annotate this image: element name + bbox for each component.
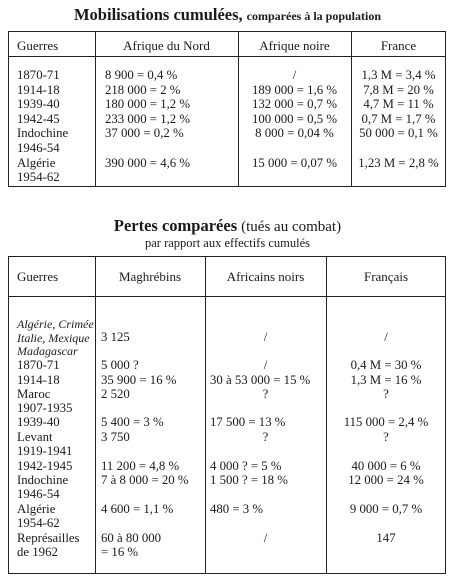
table1-cell: 390 000 = 4,6 % [105, 155, 191, 170]
table2-cell: / [263, 531, 268, 545]
table2-italic-row: Madagascar [17, 344, 78, 358]
table2-cell: ? [383, 430, 389, 444]
table2-cell: 4 000 ? = 5 % [210, 459, 282, 473]
table2-cell: 60 à 80 000 [101, 531, 162, 545]
table2-cell: 11 200 = 4,8 % [101, 459, 180, 473]
table2-header-francais: Français [363, 269, 409, 284]
table2-cell: 40 000 = 6 % [351, 459, 421, 473]
table2-italic-row: Italie, Mexique [17, 330, 90, 345]
table2-cell: 17 500 = 13 % [210, 415, 286, 429]
table2-cell: 115 000 = 2,4 % [343, 415, 429, 429]
table2-title [0, 217, 455, 236]
table1-header-guerres: Guerres [17, 38, 59, 53]
table2-col-rule-1 [95, 256, 96, 574]
table2-title-bold: Pertes comparées [113, 216, 238, 235]
table1-cell: 218 000 = 2 % [105, 82, 181, 97]
table1-cell: 180 000 = 1,2 % [105, 97, 191, 112]
table2-cell: = 16 % [101, 545, 139, 559]
table2-cell: 9 000 = 0,7 % [349, 502, 423, 516]
table2-cell: 35 900 = 16 % [101, 373, 177, 387]
table1-row-label: 1914-18 [17, 82, 60, 97]
table2-cell: / [263, 358, 268, 372]
table1-header-afrique-nord: Afrique du Nord [123, 38, 210, 53]
table2-row-label: 1870-71 [17, 358, 60, 372]
table2-header-africains-noirs: Africains noirs [226, 269, 305, 284]
table2-cell: 12 000 = 24 % [348, 473, 424, 487]
table2-cell: 147 [376, 531, 396, 545]
table2-cell: 2 520 [101, 387, 130, 401]
table1-cell: 37 000 = 0,2 % [105, 126, 184, 141]
table2-header-guerres: Guerres [17, 269, 59, 284]
table1-header-rule [8, 56, 446, 57]
table1-row-label: 1942-45 [17, 111, 60, 126]
table2-row-label: Indochine [17, 473, 69, 487]
table2-cell: 5 000 ? [101, 358, 139, 372]
table1-col-rule-1 [95, 31, 96, 187]
table2-cell: 4 600 = 1,1 % [101, 502, 174, 516]
table2-cell: 7 à 8 000 = 20 % [101, 473, 189, 487]
table1-title-bold: Mobilisations cumulées, [73, 5, 243, 24]
table2-cell: 0,4 M = 30 % [350, 358, 422, 372]
table1-cell: 1,3 M = 3,4 % [361, 68, 436, 82]
table2-cell: 3 750 [101, 430, 130, 444]
table2-italic-row: Algérie, Crimée [17, 317, 94, 331]
table2-cell: 3 125 [101, 330, 130, 344]
table2-cell: ? [383, 387, 389, 401]
table2-row-label: 1954-62 [17, 516, 60, 530]
table1-row-label: Indochine [17, 126, 69, 141]
table1-title-rest: comparées à la population [246, 9, 382, 23]
table1-header-france: France [380, 38, 417, 53]
table2-cell: ? [262, 387, 269, 401]
table2-title-rest: (tués au combat) [241, 219, 342, 235]
table1-cell: 8 000 = 0,04 % [255, 126, 334, 141]
table2-cell: / [263, 330, 268, 344]
table2-subtitle: par rapport aux effectifs cumulés [145, 236, 310, 250]
table2-cell: 1,3 M = 16 % [350, 373, 422, 387]
table2-cell: / [384, 330, 388, 344]
table1-cell: 50 000 = 0,1 % [359, 126, 438, 141]
table1-cell: 132 000 = 0,7 % [251, 97, 338, 112]
table1-cell: 15 000 = 0,07 % [251, 155, 338, 170]
table1-cell: 8 900 = 0,4 % [105, 68, 178, 82]
table2-row-label: Levant [17, 430, 53, 444]
table1-cell: 4,7 M = 11 % [363, 97, 434, 112]
table1-row-label: 1954-62 [17, 170, 60, 185]
table2-row-label: 1907-1935 [17, 401, 73, 415]
table1-title [0, 5, 455, 25]
table1-row-label: 1939-40 [17, 97, 60, 112]
table2-header-rule [8, 296, 446, 297]
table2-col-rule-3 [326, 256, 327, 574]
table1-cell: 1,23 M = 2,8 % [358, 155, 439, 170]
table2-row-label: Maroc [17, 387, 51, 401]
table2-cell: 1 500 ? = 18 % [210, 473, 288, 487]
table1-cell: 7,8 M = 20 % [363, 82, 434, 97]
table2-row-label: 1919-1941 [17, 444, 73, 458]
table2-row-label: Algérie [17, 502, 56, 516]
table1-cell: 233 000 = 1,2 % [105, 111, 191, 126]
table2-row-label: de 1962 [17, 545, 58, 559]
table2-cell: 5 400 = 3 % [101, 415, 164, 429]
table2-row-label: 1914-18 [17, 373, 60, 387]
table1-cell: 0,7 M = 1,7 % [361, 111, 436, 126]
table1-row-label: 1946-54 [17, 141, 60, 155]
table1-cell: 189 000 = 1,6 % [251, 82, 338, 97]
table2-cell: ? [262, 430, 269, 444]
table1-row-label: Algérie [17, 155, 56, 170]
table1-cell: / [292, 68, 297, 82]
table2-cell: 30 à 53 000 = 15 % [210, 373, 311, 387]
table2-row-label: 1946-54 [17, 487, 60, 501]
table2-row-label: Représailles [17, 531, 80, 545]
table2-row-label: 1939-40 [17, 415, 60, 429]
table2-col-rule-2 [205, 256, 206, 574]
table1-row-label: 1870-71 [17, 68, 60, 82]
table2-cell: 480 = 3 % [210, 502, 264, 516]
table2-header-maghrebins: Maghrébins [118, 269, 182, 284]
table2-row-label: 1942-1945 [17, 459, 73, 473]
table1-cell: 100 000 = 0,5 % [251, 111, 338, 126]
table1-header-afrique-noire: Afrique noire [259, 38, 330, 53]
